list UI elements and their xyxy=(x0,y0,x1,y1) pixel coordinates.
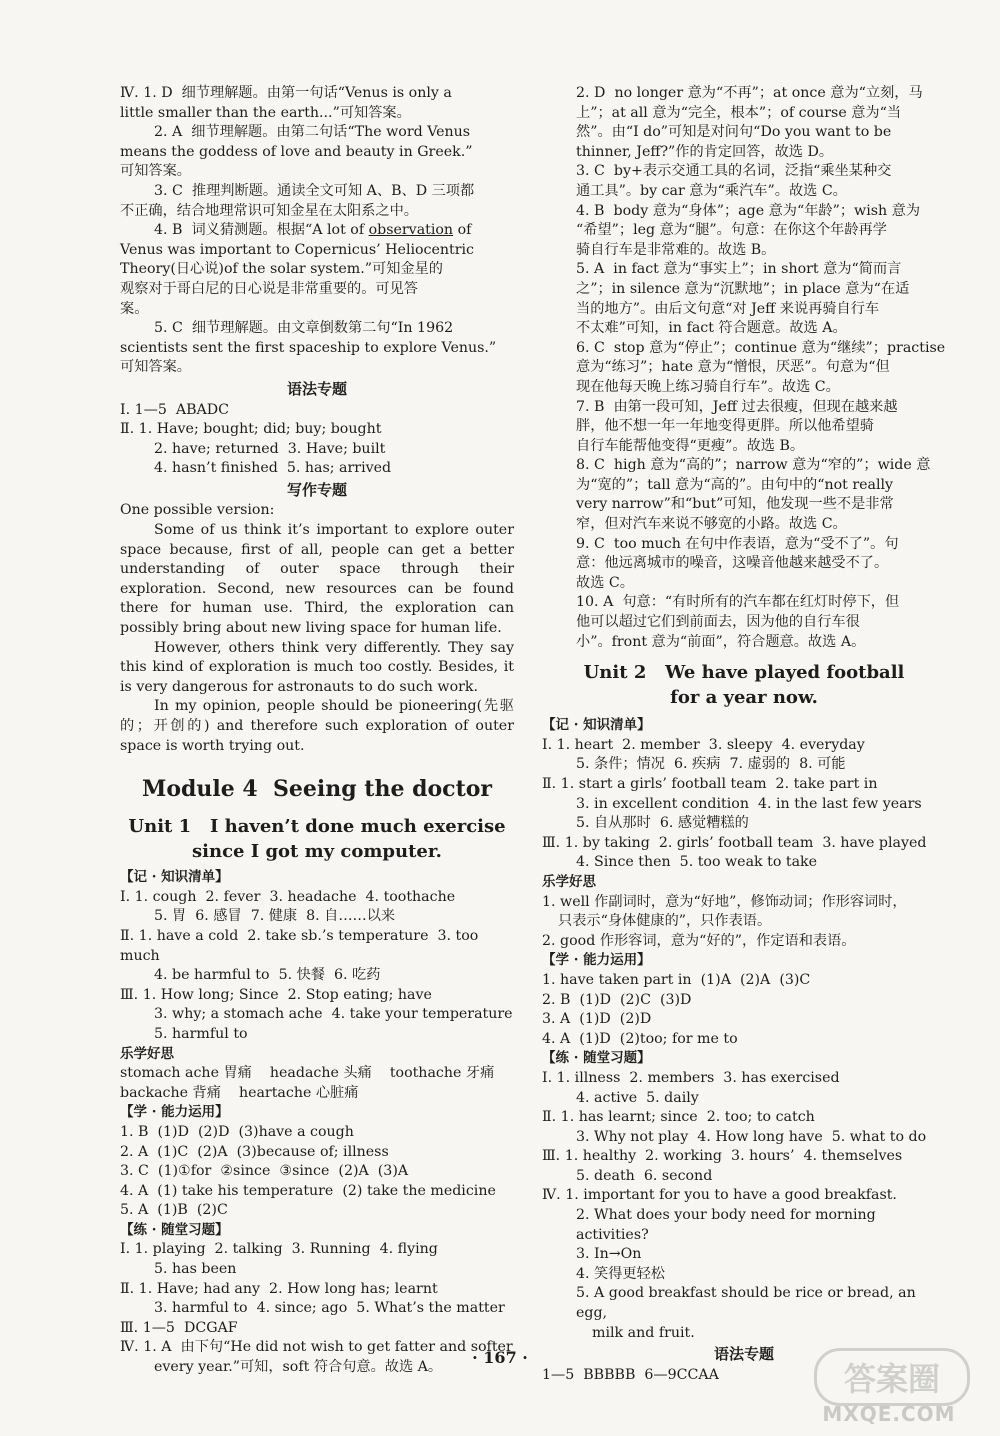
answer-line: 4. B body 意为“身体”；age 意为“年龄”；wish 意为 xyxy=(576,202,921,219)
practice-line: Ⅳ. 1. important for you to have a good breakfast. xyxy=(542,1187,897,1204)
knowledge-line: 5. 自从那时 6. 感觉糟糕的 xyxy=(576,815,749,832)
think-line: 2. good 作形容词，意为“好的”，作定语和表语。 xyxy=(542,932,856,949)
unit1-title: Unit 1 I haven’t done much exercise since I got my computer. xyxy=(128,816,506,863)
practice-line: Ⅳ. 1. A 由下句“He did not wish to get fatter and softer xyxy=(120,1339,513,1356)
answer-line: scientists sent the first spaceship to explore Venus.” xyxy=(120,339,497,356)
grammar-heading: 语法专题 xyxy=(713,1345,774,1364)
knowledge-line: Ⅲ. 1. How long; Since 2. Stop eating; have xyxy=(120,986,432,1003)
essay-intro: One possible version: xyxy=(120,502,275,519)
left-column xyxy=(120,84,514,1378)
answer-line: 为“宽的”；tall 意为“高的”。由句中的“not really xyxy=(576,476,894,493)
answer-line: 可知答案。 xyxy=(120,359,191,376)
answer-line: 不正确，结合地理常识可知金星在太阳系之中。 xyxy=(120,202,418,219)
watermark xyxy=(794,1348,984,1428)
answer-line: 当的地方”。由后文句意“对 Jeff 来说再骑自行车 xyxy=(576,300,880,317)
practice-line: 4. active 5. daily xyxy=(576,1089,699,1106)
practice-line: Ⅲ. 1. healthy 2. working 3. hours’ 4. themselves xyxy=(542,1148,903,1165)
answer-line: 可知答案。 xyxy=(120,163,191,180)
practice-tag: 【练 · 随堂习题】 xyxy=(542,1050,651,1067)
answer-line: 现在他每天晚上练习骑自行车”。故选 C。 xyxy=(576,378,840,395)
answer-line: means the goddess of love and beauty in Greek.” xyxy=(120,143,473,160)
practice-line: 2. What does your body need for morning activities? xyxy=(576,1207,881,1243)
knowledge-line: Ⅰ. 1. cough 2. fever 3. headache 4. toothache xyxy=(120,888,456,905)
ability-line: 5. A (1)B (2)C xyxy=(120,1202,228,1219)
think-tag: 乐学好思 xyxy=(120,1045,174,1062)
answer-line: 骑自行车是非常难的。故选 B。 xyxy=(576,241,776,258)
ability-line: 4. A (1) take his temperature (2) take the medicine xyxy=(120,1182,496,1199)
practice-line: milk and fruit. xyxy=(592,1324,695,1341)
answer-line: thinner, Jeff?”作的肯定回答，故选 D。 xyxy=(576,143,834,160)
answer-line: 10. A 句意：“有时所有的汽车都在红灯时停下，但 xyxy=(576,594,900,611)
knowledge-line: Ⅲ. 1. by taking 2. girls’ football team 3. have played xyxy=(542,834,927,851)
answer-line: 不太难”可知，in fact 符合题意。故选 A。 xyxy=(576,320,847,337)
right-column xyxy=(542,84,946,1385)
practice-line: 5. A good breakfast should be rice or bread, an egg, xyxy=(576,1285,921,1322)
answer-line: 3. C by+表示交通工具的名词，泛指“乘坐某种交 xyxy=(576,163,892,180)
cloze-answers xyxy=(542,84,946,652)
ability-line: 3. A (1)D (2)D xyxy=(542,1011,652,1028)
ability-tag: 【学 · 能力运用】 xyxy=(120,1104,229,1121)
knowledge-line: 5. 条件；情况 6. 疾病 7. 虚弱的 8. 可能 xyxy=(576,756,846,773)
answer-line: 胖，他不想一年一年地变得更胖。所以他希望骑 xyxy=(576,418,874,435)
knowledge-line: Ⅱ. 1. start a girls’ football team 2. take part in xyxy=(542,776,878,792)
think-line: 只表示“身体健康的”，只作表语。 xyxy=(558,913,772,930)
grammar-line: 4. hasn’t finished 5. has; arrived xyxy=(154,460,392,477)
answer-line: 通工具”。by car 意为“乘汽车”。故选 C。 xyxy=(576,182,847,199)
answer-line: 上”；at all 意为“完全，根本”；of course 意为“当 xyxy=(576,104,902,121)
think-line: 1. well 作副词时，意为“好地”，修饰动词；作形容词时， xyxy=(542,893,907,910)
answer-line: 2. A 细节理解题。由第二句话“The word Venus xyxy=(154,124,471,141)
answer-line: 自行车能帮他变得“更瘦”。故选 B。 xyxy=(576,437,805,454)
ability-line: 1. B (1)D (2)D (3)have a cough xyxy=(120,1123,354,1140)
answer-line: 5. A in fact 意为“事实上”；in short 意为“简而言 xyxy=(576,261,902,278)
answer-line: 之”；in silence 意为“沉默地”；in place 意为“在适 xyxy=(576,280,910,297)
answer-line: 7. B 由第一段可知，Jeff 过去很瘦，但现在越来越 xyxy=(576,398,898,415)
practice-line: 4. 笑得更轻松 xyxy=(576,1265,665,1282)
practice-line: 5. death 6. second xyxy=(576,1167,713,1184)
answer-line: 5. C 细节理解题。由文章倒数第二句“In 1962 xyxy=(154,320,454,337)
practice-line: Ⅰ. 1. illness 2. members 3. has exercised xyxy=(542,1069,840,1086)
answer-line: “希望”；leg 意为“腿”。句意：在你这个年龄再学 xyxy=(576,222,887,239)
ability-tag: 【学 · 能力运用】 xyxy=(542,952,651,969)
unit2-title: Unit 2 We have played football for a year now. xyxy=(583,662,905,709)
grammar-line: Ⅰ. 1—5 ABADC xyxy=(120,401,230,418)
knowledge-line: 4. be harmful to 5. 快餐 6. 吃药 xyxy=(154,967,381,984)
answer-line: 他可以超过它们到前面去，因为他的自行车很 xyxy=(576,614,860,631)
answer-line: 案。 xyxy=(120,300,149,317)
answer-line: 观察对于哥白尼的日心说是非常重要的。可见答 xyxy=(120,280,418,297)
practice-line: 3. harmful to 4. since; ago 5. What’s the matter xyxy=(154,1300,505,1317)
practice-line: Ⅱ. 1. has learnt; since 2. too; to catch xyxy=(542,1109,815,1126)
answer-line: 3. C 推理判断题。通读全文可知 A、B、D 三项都 xyxy=(154,182,475,199)
ability-line: 2. B (1)D (2)C (3)D xyxy=(542,991,692,1008)
practice-line: every year.”可知，soft 符合句意。故选 A。 xyxy=(154,1359,443,1376)
think-line: backache 背痛 heartache 心脏痛 xyxy=(120,1084,359,1101)
knowledge-tag: 【记 · 知识清单】 xyxy=(120,869,229,886)
essay-paragraph: However, others think very differently. They say this kind of exploration is much too costly. Besides, it is very dangerous for astronauts to do such work. xyxy=(120,639,514,695)
practice-line: Ⅰ. 1. playing 2. talking 3. Running 4. flying xyxy=(120,1241,438,1258)
watermark-text: MXQE.COM xyxy=(822,1402,956,1426)
answer-line: 4. B 词义猜测题。根据“A lot of observation of xyxy=(154,222,472,239)
answer-line: 故选 C。 xyxy=(576,574,634,591)
practice-line: Ⅲ. 1—5 DCGAF xyxy=(120,1319,238,1336)
answer-line: Theory(日心说)of the solar system.”可知金星的 xyxy=(120,261,443,278)
grammar-line: Ⅱ. 1. Have; bought; did; buy; bought xyxy=(120,421,382,438)
answer-line: little smaller than the earth...”可知答案。 xyxy=(120,104,411,121)
answer-line: very narrow”和“but”可知，他发现一些不是非常 xyxy=(576,496,894,513)
ability-line: 3. C (1)①for ②since ③since (2)A (3)A xyxy=(120,1163,409,1180)
knowledge-line: 3. why; a stomach ache 4. take your temperature xyxy=(154,1006,513,1023)
practice-line: Ⅱ. 1. Have; had any 2. How long has; learnt xyxy=(120,1280,438,1297)
knowledge-line: 5. harmful to xyxy=(154,1025,248,1042)
grammar-line: 1—5 BBBBB 6—9CCAA xyxy=(542,1366,719,1383)
practice-line: 5. has been xyxy=(154,1261,237,1278)
answer-line: 意为“练习”；hate 意为“憎恨，厌恶”。句意为“但 xyxy=(576,359,890,376)
reading-answers-iv xyxy=(120,84,514,378)
ability-line: 2. A (1)C (2)A (3)because of; illness xyxy=(120,1143,389,1160)
practice-line: 3. In→On xyxy=(576,1246,642,1263)
answer-line: 6. C stop 意为“停止”；continue 意为“继续”；practise xyxy=(576,339,946,356)
answer-line: 9. C too much 在句中作表语，意为“受不了”。句 xyxy=(576,535,899,552)
think-line: stomach ache 胃痛 headache 头痛 toothache 牙痛 xyxy=(120,1065,495,1082)
knowledge-line: Ⅱ. 1. have a cold 2. take sb.’s temperature 3. too much xyxy=(120,927,483,964)
ability-line: 1. have taken part in (1)A (2)A (3)C xyxy=(542,971,811,988)
knowledge-tag: 【记 · 知识清单】 xyxy=(542,717,651,734)
essay-paragraph: Some of us think it’s important to explore outer space because, first of all, people can get a better understanding of outer space through their exploration. Second, new resources can be found there for human use. Third, the exploration can possibly bring about new living space for human life. xyxy=(120,522,514,637)
answer-line: 意：他远离城市的噪音，这噪音他越来越受不了。 xyxy=(576,555,889,572)
answer-line: 8. C high 意为“高的”；narrow 意为“窄的”；wide 意 xyxy=(576,457,931,474)
knowledge-line: 5. 胃 6. 感冒 7. 健康 8. 自……以来 xyxy=(154,908,396,925)
page-number: · 167 · xyxy=(472,1348,528,1367)
practice-line: 3. Why not play 4. How long have 5. what to do xyxy=(576,1128,927,1145)
answer-line: 窄，但对汽车来说不够宽的小路。故选 C。 xyxy=(576,516,847,533)
knowledge-line: 4. Since then 5. too weak to take xyxy=(576,854,818,871)
knowledge-line: 3. in excellent condition 4. in the last few years xyxy=(576,795,922,812)
ability-line: 4. A (1)D (2)too; for me to xyxy=(542,1030,738,1047)
module-title: Module 4 Seeing the doctor xyxy=(141,776,492,803)
grammar-line: 2. have; returned 3. Have; built xyxy=(154,440,386,457)
watermark-logo: 答案圈 xyxy=(814,1348,970,1406)
answer-line: Venus was important to Copernicus’ Heliocentric xyxy=(120,241,475,258)
knowledge-line: Ⅰ. 1. heart 2. member 3. sleepy 4. everyday xyxy=(542,736,865,753)
answer-line: 小”。front 意为“前面”，符合题意。故选 A。 xyxy=(576,633,866,650)
writing-heading: 写作专题 xyxy=(286,480,347,499)
answer-line: 然”。由“I do”可知是对问句“Do you want to be xyxy=(576,124,892,141)
essay-paragraph: In my opinion, people should be pioneering(先驱的；开创的) and therefore such exploration of outer space is worth trying out. xyxy=(120,698,514,754)
practice-tag: 【练 · 随堂习题】 xyxy=(120,1221,229,1238)
answer-line: Ⅳ. 1. D 细节理解题。由第一句话“Venus is only a xyxy=(120,85,452,101)
answer-line: 2. D no longer 意为“不再”；at once 意为“立刻，马 xyxy=(576,85,923,101)
grammar-heading: 语法专题 xyxy=(286,379,347,398)
think-tag: 乐学好思 xyxy=(542,873,596,890)
